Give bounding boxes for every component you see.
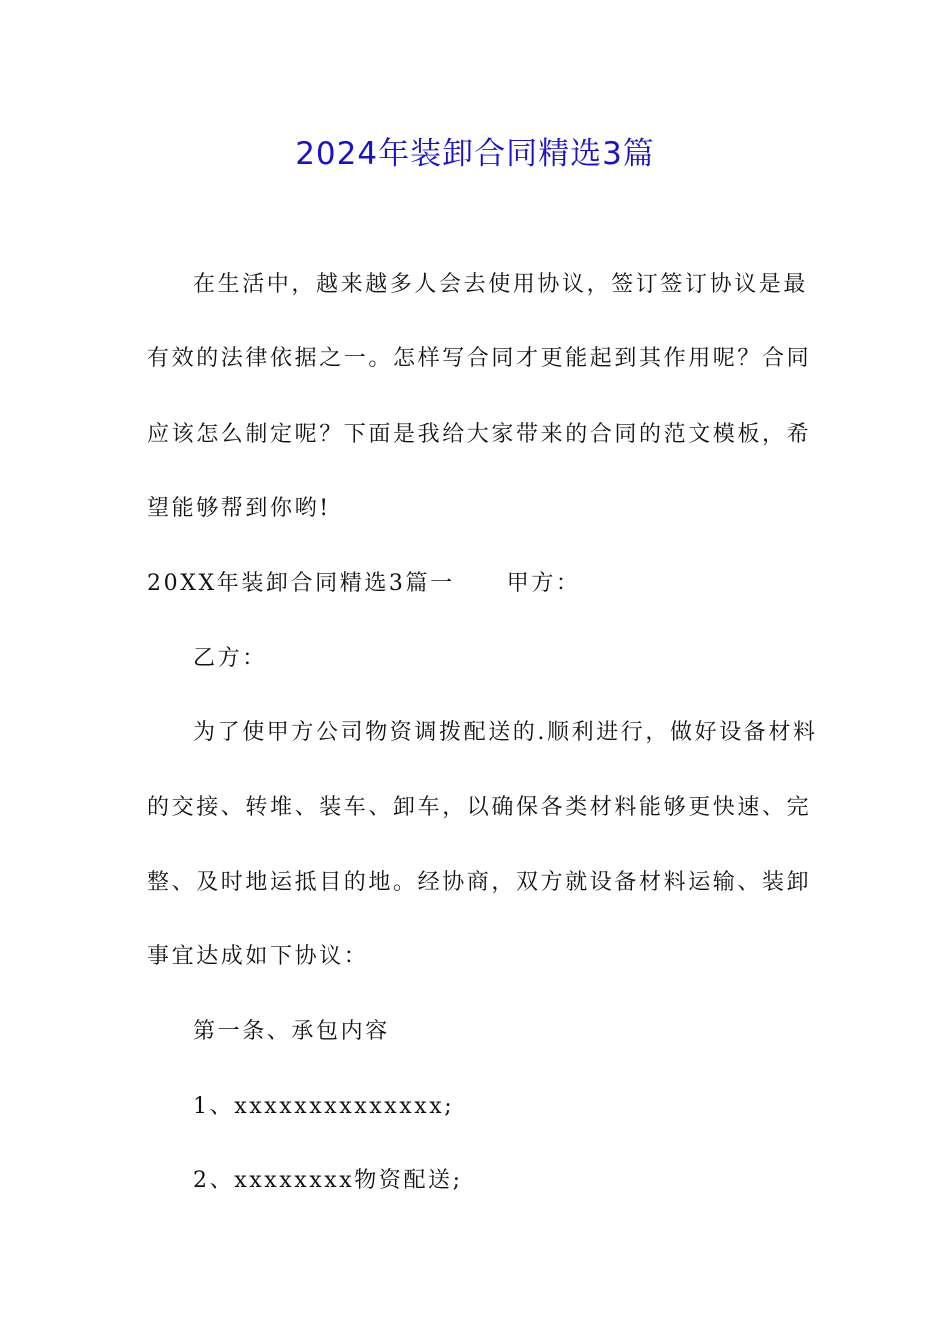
- intro-line-3: 应该怎么制定呢？下面是我给大家带来的合同的范文模板，希: [147, 422, 812, 447]
- purpose-line-2: 的交接、转堆、装车、卸车，以确保各类材料能够更快速、完: [147, 795, 812, 820]
- section-heading-line: [147, 567, 807, 601]
- party-b-label: 乙方：: [193, 646, 267, 671]
- article-1-item-1: 1、xxxxxxxxxxxxxx;: [193, 1094, 455, 1119]
- intro-line-2: 有效的法律依据之一。怎样写合同才更能起到其作用呢？合同: [147, 346, 812, 371]
- document-title: 2024年装卸合同精选3篇: [295, 136, 655, 172]
- intro-line-1: 在生活中，越来越多人会去使用协议，签订签订协议是最: [193, 272, 809, 297]
- section-heading: 20XX年装卸合同精选3篇一: [147, 571, 455, 596]
- article-1-title: 第一条、承包内容: [193, 1019, 390, 1044]
- article-1-item-2: 2、xxxxxxxx物资配送;: [193, 1168, 463, 1193]
- intro-line-4: 望能够帮到你哟!: [147, 496, 331, 521]
- purpose-line-1: 为了使甲方公司物资调拨配送的.顺利进行，做好设备材料: [193, 720, 818, 745]
- purpose-line-4: 事宜达成如下协议：: [147, 944, 369, 969]
- party-a-label: 甲方：: [506, 571, 581, 596]
- purpose-line-3: 整、及时地运抵目的地。经协商，双方就设备材料运输、装卸: [147, 870, 812, 895]
